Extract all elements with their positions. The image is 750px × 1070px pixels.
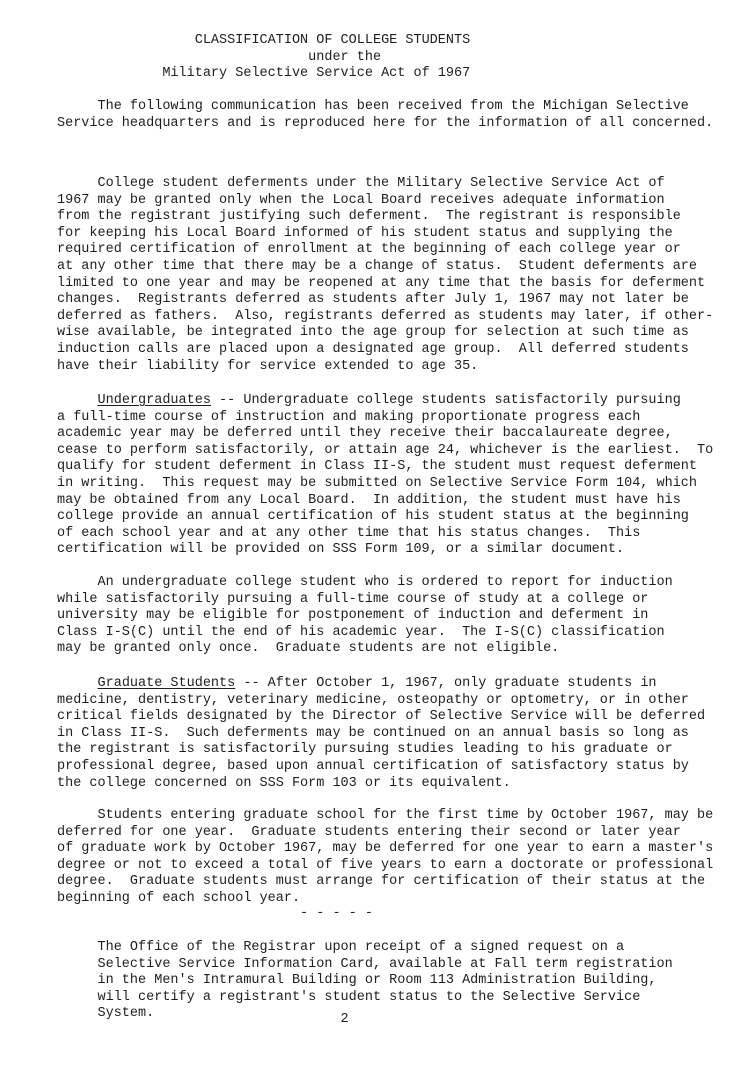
text-line: Selective Service Information Card, available at Fall term registration [57, 956, 673, 972]
text-line: degree. Graduate students must arrange for certification of their status at the [57, 874, 706, 890]
text-line: of each school year and at any other time that his status changes. This [57, 525, 641, 541]
text-line: deferred for one year. Graduate students entering their second or later year [57, 824, 681, 840]
text-line: Service headquarters and is reproduced here for the information of all concerned. [57, 115, 714, 131]
text-line: academic year may be deferred until they receive their baccalaureate degree, [57, 426, 673, 442]
paragraph-induction [57, 575, 747, 658]
text-line: qualify for student deferment in Class II-S, the student must request deferment [57, 459, 698, 475]
text-line: The Office of the Registrar upon receipt of a signed request on a [57, 940, 625, 955]
section-heading: Graduate Students [97, 676, 236, 691]
text-line: professional degree, based upon annual certification of satisfactory status by [57, 758, 689, 774]
paragraph-intro [57, 99, 747, 132]
text-line: degree or not to exceed a total of five years to earn a doctorate or professional [57, 857, 714, 873]
page-number: 2 [340, 1012, 349, 1027]
text-line: medicine, dentistry, veterinary medicine, osteopathy or optometry, or in other [57, 692, 689, 708]
text-line: System. [57, 1006, 155, 1022]
paragraph-registrar-note [57, 940, 747, 1023]
title-text: CLASSIFICATION OF COLLEGE STUDENTS [194, 33, 471, 48]
text-line: certification will be provided on SSS Form 109, or a similar document. [57, 542, 625, 558]
text-line: while satisfactorily pursuing a full-time course of study at a college or [57, 591, 649, 607]
text-line: limited to one year and may be reopened at any time that the basis for deferment [57, 275, 706, 291]
indent [57, 393, 98, 408]
text-line: from the registrant justifying such deferment. The registrant is responsible [57, 209, 681, 225]
text-line [57, 393, 747, 410]
paragraph-graduate-entry [57, 808, 747, 908]
text-line: for keeping his Local Board informed of his student status and supplying the [57, 225, 673, 241]
line-text: -- After October 1, 1967, only graduate students in [235, 676, 657, 691]
text-line: university may be eligible for postponement of induction and deferment in [57, 608, 649, 624]
text-line: in writing. This request may be submitted on Selective Service Form 104, which [57, 475, 698, 491]
text-line [57, 676, 747, 693]
text-line: deferred as fathers. Also, registrants deferred as students may later, if other- [57, 308, 714, 324]
text-line: induction calls are placed upon a designated age group. All deferred students [57, 341, 689, 357]
text-line: 1967 may be granted only when the Local Board receives adequate information [57, 192, 665, 208]
section-heading: Undergraduates [97, 393, 211, 408]
text-line: required certification of enrollment at the beginning of each college year or [57, 242, 681, 258]
text-line: the college concerned on SSS Form 103 or its equivalent. [57, 775, 511, 791]
text-line: critical fields designated by the Director of Selective Service will be deferred [57, 709, 706, 725]
text-line: have their liability for service extended to age 35. [57, 358, 479, 374]
text-line: the registrant is satisfactorily pursuing studies leading to his graduate or [57, 742, 673, 758]
separator-dashes: - - - - - [300, 906, 373, 921]
paragraph-undergraduates [57, 393, 747, 559]
text-line: at any other time that there may be a change of status. Student deferments are [57, 258, 698, 274]
text-line: An undergraduate college student who is ordered to report for induction [57, 575, 673, 590]
line-text: -- Undergraduate college students satisfactorily pursuing [210, 393, 681, 408]
act-title-text: Military Selective Service Act of 1967 [162, 66, 471, 82]
text-line: College student deferments under the Military Selective Service Act of [57, 176, 665, 191]
text-line: may be granted only once. Graduate students are not eligible. [57, 641, 560, 657]
text-line: will certify a registrant's student status to the Selective Service [57, 989, 641, 1005]
paragraph-graduate-students [57, 676, 747, 792]
text-line: The following communication has been received from the Michigan Selective [57, 99, 689, 114]
title-line-3 [57, 66, 747, 83]
text-line: college provide an annual certification of his student status at the beginning [57, 509, 689, 525]
text-line: Class I-S(C) until the end of his academic year. The I-S(C) classification [57, 624, 665, 640]
text-line: may be obtained from any Local Board. In addition, the student must have his [57, 492, 681, 508]
text-line: in the Men's Intramural Building or Room 113 Administration Building, [57, 973, 657, 989]
page-footer [57, 1012, 747, 1029]
text-line: of graduate work by October 1967, may be deferred for one year to earn a master's [57, 841, 714, 857]
document-title [57, 33, 747, 83]
text-line: a full-time course of instruction and making proportionate progress each [57, 409, 641, 425]
subtitle-text: under the [308, 49, 382, 65]
text-line: in Class II-S. Such deferments may be continued on an annual basis so long as [57, 725, 689, 741]
paragraph-deferments [57, 176, 747, 375]
separator [57, 906, 747, 923]
text-line: changes. Registrants deferred as students after July 1, 1967 may not later be [57, 292, 689, 308]
title-line-1 [57, 33, 747, 50]
text-line: wise available, be integrated into the age group for selection at such time as [57, 325, 689, 341]
text-line: beginning of each school year. [57, 890, 301, 906]
indent [57, 676, 98, 691]
title-line-2 [57, 50, 747, 67]
text-line: cease to perform satisfactorily, or attain age 24, whichever is the earliest. To [57, 442, 714, 458]
text-line: Students entering graduate school for the first time by October 1967, may be [57, 808, 714, 823]
